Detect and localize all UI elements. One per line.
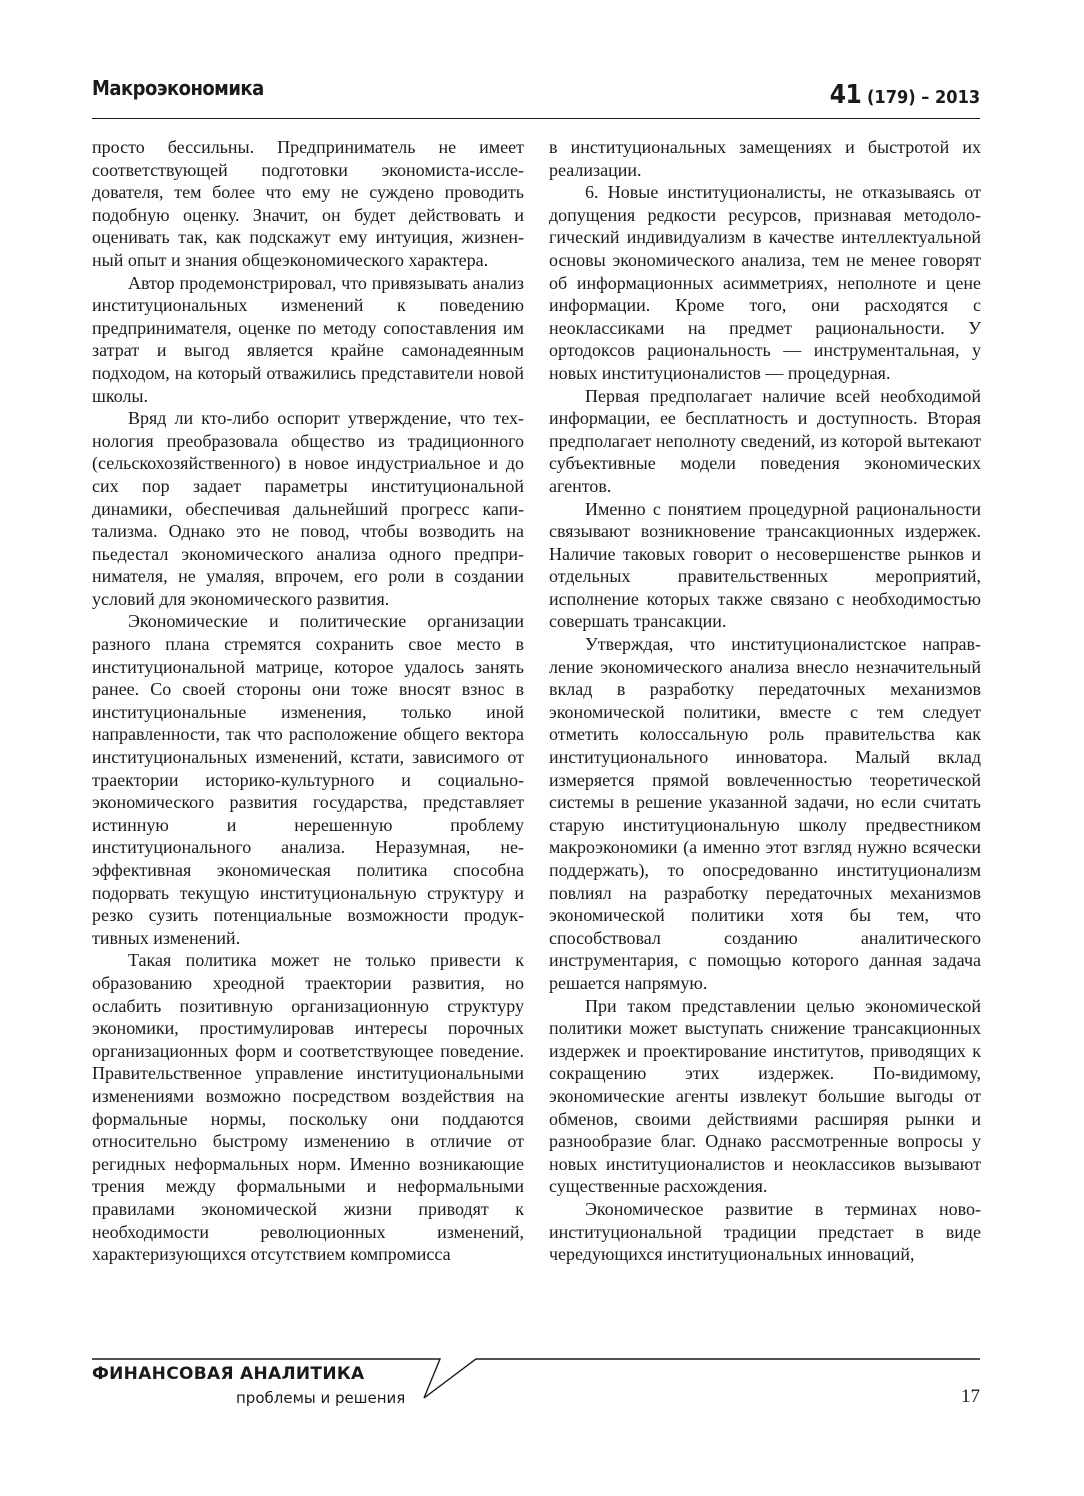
- issue-year: (179) – 2013: [861, 87, 980, 108]
- paragraph: Вряд ли кто-либо оспорит утверждение, что технология преобразовала общество из традиционного (сельскохозяйственного) в новое индустриальное и до сих пор задает параметры институциональной динамики, обеспечивая дальнейший прогресс капитализма. Однако это не повод, чтобы возводить на пьедестал экономического анализа одного предпринимателя, не умаляя, впрочем, его роли в создании условий для экономического развития.: [92, 408, 524, 609]
- paragraph: Экономическое развитие в терминах новоинституциональной традиции предстает в виде чередующихся институциональных инноваций,: [549, 1198, 981, 1265]
- journal-title: ФИНАНСОВАЯ АНАЛИТИКА: [92, 1364, 365, 1384]
- section-rubric: Макроэкономика: [92, 76, 264, 100]
- paragraph: Первая предполагает наличие всей необходимой информации, ее бесплатность и доступность. Вторая предполагает неполноту сведений, из которой вытекают субъективные модели поведения экономических агентов.: [549, 385, 981, 496]
- paragraph: Экономические и политические организации разного плана стремятся сохранить свое место в институциональной матрице, которое удалось занять ранее. Со своей стороны они тоже вносят взнос в институциональные изменения, только иной направленности, так что расположение общего вектора институциональных изменений, кстати, зависимого от траектории историко-культурного и социально-экономического развития государства, представляет истинную и нерешенную проблему институционального анализа. Неразумная, неэффективная экономическая политика способна подорвать текущую институциональную структуру и резко сузить потенциальные возможности продуктивных изменений.: [92, 611, 524, 948]
- paragraph: Такая политика может не только привести к образованию хреодной траектории развития, но ослабить позитивную организационную структуру экономики, простимулировав интересы порочных организационных форм и соответствующее поведение. Правительственное управление институциональными изменениями возможно посредством воздействия на формальные нормы, поскольку они поддаются относительно быстрому изменению в отличие от регидных неформальных норм. Именно возникающие трения между формальными и неформальными правилами экономической жизни приводят к необходимости революционных изменений, характеризующихся отсутствием компромисса: [92, 950, 524, 1265]
- paragraph: При таком представлении целью экономической политики может выступать снижение трансакционных издержек и проектирование институтов, приводящих к сокращению этих издержек. По-видимому, экономические агенты извлекут большие выгоды от обменов, своими действиями расширяя рынки и разнообразие благ. Однако рассмотренные вопросы у новых институционалистов и неоклассиков вызывают существенные расхождения.: [549, 995, 981, 1197]
- paragraph: 6. Новые институционалисты, не отказываясь от допущения редкости ресурсов, признавая методологический индивидуализм в качестве интеллектуальной основы экономического анализа, тем не менее говорят об информационных асимметриях, неполноте и цене информации. Кроме того, они расходятся с неоклассиками на предмет рациональности. У ортодоксов рациональность — инструментальная, у новых институционалистов — процедурная.: [549, 182, 981, 383]
- journal-subtitle: проблемы и решения: [236, 1389, 406, 1407]
- paragraph: Автор продемонстрировал, что привязывать анализ институциональных изменений к поведению предпринимателя, оценке по методу сопоставления им затрат и выгод является крайне самонадеянным подходом, на который отважились представители новой школы.: [92, 272, 524, 406]
- issue-number: 41: [829, 80, 862, 110]
- page-number: 17: [961, 1386, 980, 1407]
- paragraph: просто бессильны. Предприниматель не имеет соответствующей подготовки экономиста-исследователя, тем более что ему не суждено проводить подобную оценку. Значит, он будет действовать и оценивать так, как подскажут ему интуиция, жизненный опыт и знания общеэкономического характера.: [92, 137, 524, 270]
- paragraph: в институциональных замещениях и быстротой их реализации.: [549, 137, 981, 180]
- paragraph: Утверждая, что институционалистское направление экономического анализа внесло незначительный вклад в разработку передаточных механизмов экономической политики, вместе с тем следует отметить колоссальную роль правительства как институционального инноватора. Малый вклад измеряется прямой вовлеченностью теоретической системы в решение указанной задачи, но если считать старую институциональную школу предвестником макроэкономики (а именно этот взгляд нужно всячески поддержать), то опосредованно институционализм повлиял на разработку передаточных механизмов экономической политики хотя бы тем, что способствовал созданию аналитического инструментария, с помощью которого данная задача решается напрямую.: [549, 634, 981, 993]
- paragraph: Именно с понятием процедурной рациональности связывают возникновение трансакционных издержек. Наличие таковых говорит о несовершенстве рынков и отдельных правительственных мероприятий, исполнение которых также связано с необходимостью совершать трансакции.: [549, 498, 981, 632]
